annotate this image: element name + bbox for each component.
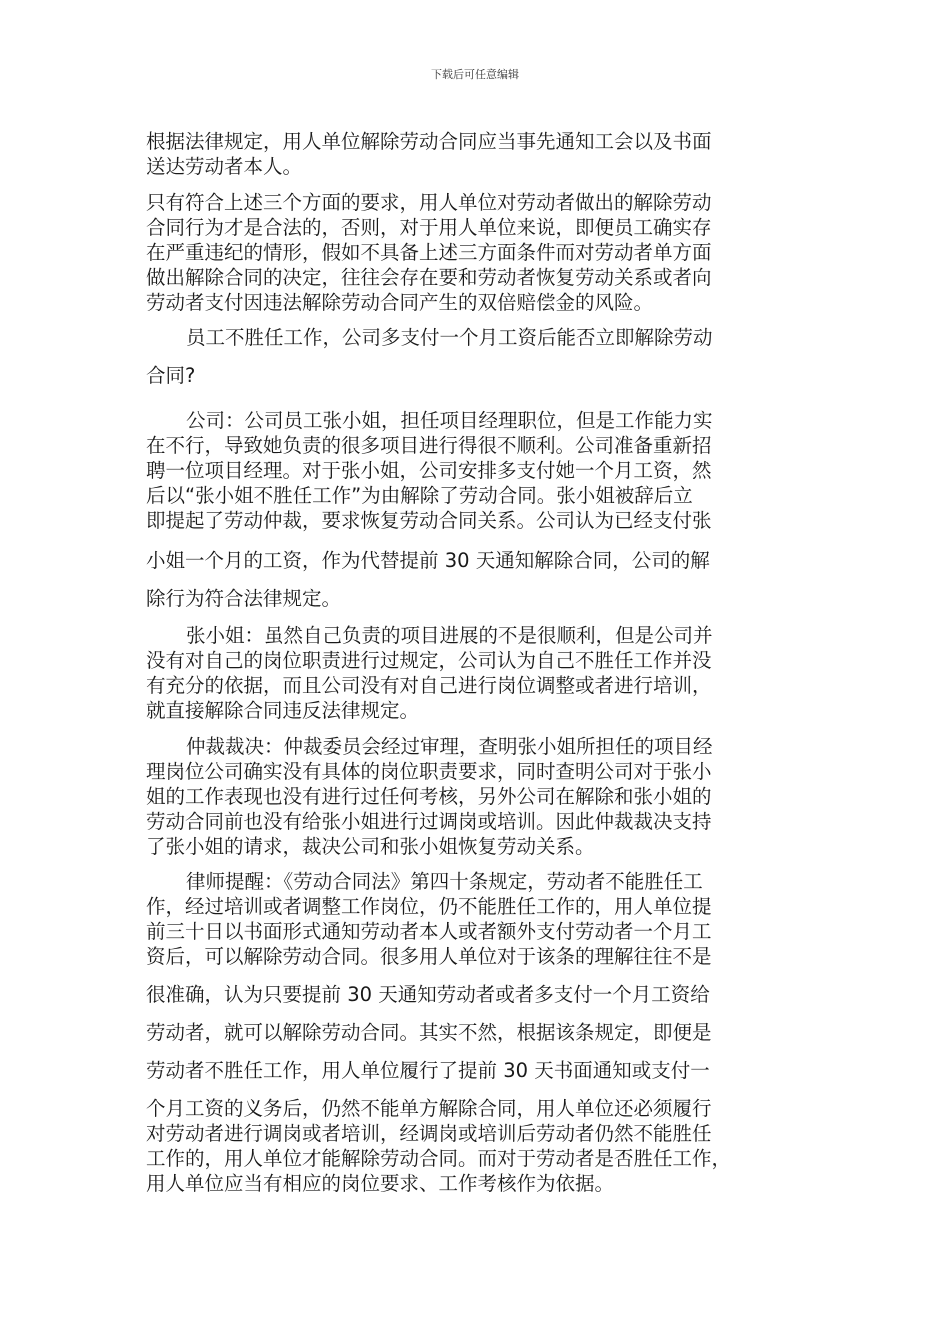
- text-line: 劳动合同前也没有给张小姐进行过调岗或培训。因此仲裁裁决支持: [146, 810, 712, 833]
- page-header: 下载后可任意编辑: [431, 68, 519, 81]
- text-line: 在不行，导致她负责的很多项目进行得很不顺利。公司准备重新招: [146, 434, 712, 457]
- text-line: 除行为符合法律规定。: [146, 587, 342, 610]
- text-line: 工作的，用人单位才能解除劳动合同。而对于劳动者是否胜任工作，: [146, 1147, 732, 1170]
- text-line: 个月工资的义务后，仍然不能单方解除合同，用人单位还必须履行: [146, 1097, 712, 1120]
- text-line: 没有对自己的岗位职责进行过规定，公司认为自己不胜任工作并没: [146, 649, 712, 672]
- text-line: 劳动者不胜任工作，用人单位履行了提前 30 天书面通知或支付一: [146, 1059, 710, 1082]
- text-line: 前三十日以书面形式通知劳动者本人或者额外支付劳动者一个月工: [146, 920, 712, 943]
- text-line: 仲裁裁决：仲裁委员会经过审理，查明张小姐所担任的项目经: [186, 735, 713, 758]
- text-line: 送达劳动者本人。: [146, 155, 303, 178]
- text-line: 即提起了劳动仲裁，要求恢复劳动合同关系。公司认为已经支付张: [146, 509, 712, 532]
- text-line: 理岗位公司确实没有具体的岗位职责要求，同时查明公司对于张小: [146, 760, 712, 783]
- text-line: 公司：公司员工张小姐，担任项目经理职位，但是工作能力实: [186, 409, 713, 432]
- text-line: 了张小姐的请求，裁决公司和张小姐恢复劳动关系。: [146, 835, 595, 858]
- text-line: 劳动者，就可以解除劳动合同。其实不然，根据该条规定，即便是: [146, 1021, 712, 1044]
- text-line: 根据法律规定，用人单位解除劳动合同应当事先通知工会以及书面: [146, 130, 712, 153]
- text-line: 后以“张小姐不胜任工作”为由解除了劳动合同。张小姐被辞后立: [146, 484, 693, 507]
- text-line: 做出解除合同的决定，往往会存在要和劳动者恢复劳动关系或者向: [146, 266, 712, 289]
- text-line: 张小姐：虽然自己负责的项目进展的不是很顺利，但是公司并: [186, 624, 713, 647]
- text-line: 合同行为才是合法的，否则，对于用人单位来说，即便员工确实存: [146, 216, 712, 239]
- text-line: 劳动者支付因违法解除劳动合同产生的双倍赔偿金的风险。: [146, 291, 654, 314]
- text-line: 小姐一个月的工资，作为代替提前 30 天通知解除合同，公司的解: [146, 549, 710, 572]
- text-line: 就直接解除合同违反法律规定。: [146, 699, 420, 722]
- text-line: 聘一位项目经理。对于张小姐，公司安排多支付她一个月工资，然: [146, 459, 712, 482]
- text-line: 姐的工作表现也没有进行过任何考核，另外公司在解除和张小姐的: [146, 785, 712, 808]
- section-heading: 员工不胜任工作，公司多支付一个月工资后能否立即解除劳动: [186, 326, 713, 349]
- text-line: 律师提醒：《劳动合同法》第四十条规定，劳动者不能胜任工: [186, 870, 703, 893]
- text-line: 在严重违纪的情形，假如不具备上述三方面条件而对劳动者单方面: [146, 241, 712, 264]
- text-line: 很准确，认为只要提前 30 天通知劳动者或者多支付一个月工资给: [146, 983, 710, 1006]
- text-line: 只有符合上述三个方面的要求，用人单位对劳动者做出的解除劳动: [146, 191, 712, 214]
- text-line: 对劳动者进行调岗或者培训，经调岗或培训后劳动者仍然不能胜任: [146, 1122, 712, 1145]
- section-heading: 合同?: [146, 364, 196, 387]
- text-line: 用人单位应当有相应的岗位要求、工作考核作为依据。: [146, 1172, 615, 1195]
- text-line: 作，经过培训或者调整工作岗位，仍不能胜任工作的，用人单位提: [146, 895, 712, 918]
- text-line: 资后，可以解除劳动合同。很多用人单位对于该条的理解往往不是: [146, 945, 712, 968]
- text-line: 有充分的依据，而且公司没有对自己进行岗位调整或者进行培训，: [146, 674, 712, 697]
